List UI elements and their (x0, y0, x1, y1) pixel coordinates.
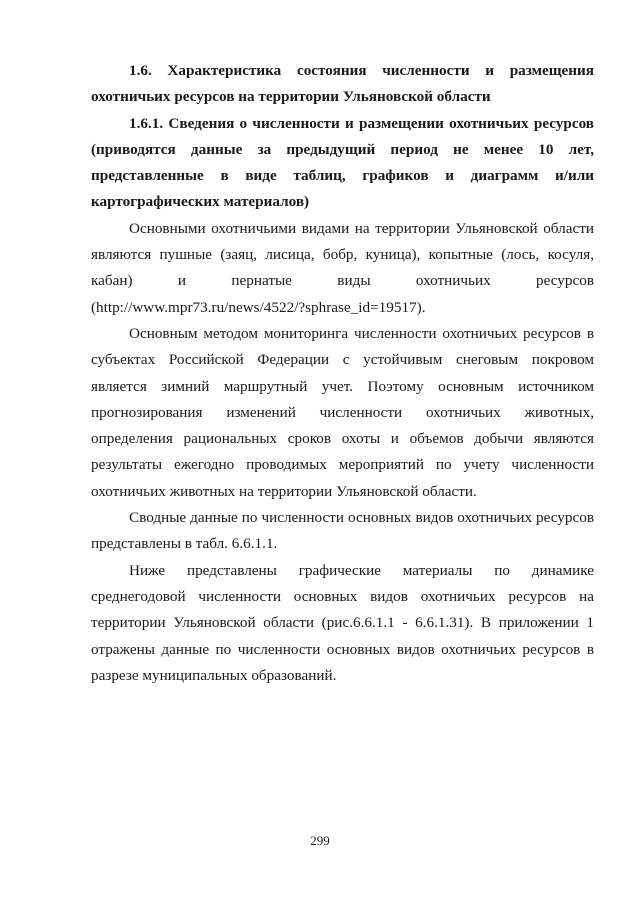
body-paragraph: Ниже представлены графические материалы по динамике среднегодовой численности основных видов охотничьих ресурсов на территории Ульяновской области (рис.6.6.1.1 - 6.6.1.31). В приложении 1 отражены данные по численности основных видов охотничьих ресурсов в разрезе муниципальных образований. (91, 561, 594, 684)
body-paragraph: Основными охотничьими видами на территории Ульяновской области являются пушные (заяц, лисица, бобр, куница), копытные (лось, косуля, кабан) и пернатые виды охотничьих ресурсов (http://www.mpr73.ru/news/4522/?sphrase_id=19517). (91, 219, 594, 316)
page-number: 299 (310, 833, 330, 848)
subsection-heading: 1.6.1. Сведения о численности и размещении охотничьих ресурсов (приводятся данные за предыдущий период не менее 10 лет, представленные в виде таблиц, графиков и диаграмм и/или картографических материалов) (91, 114, 594, 211)
document-page (91, 58, 594, 689)
body-paragraph: Сводные данные по численности основных видов охотничьих ресурсов представлены в табл. 6.6.1.1. (91, 509, 594, 553)
section-heading: 1.6. Характеристика состояния численности и размещения охотничьих ресурсов на территории Ульяновской области (91, 62, 594, 106)
body-paragraph: Основным методом мониторинга численности охотничьих ресурсов в субъектах Российской Федерации с устойчивым снеговым покровом является зимний маршрутный учет. Поэтому основным источником прогнозирования изменений численности охотничьих животных, определения рациональных сроков охоты и объемов добычи являются результаты ежегодно проводимых мероприятий по учету численности охотничьих животных на территории Ульяновской области. (91, 324, 594, 500)
